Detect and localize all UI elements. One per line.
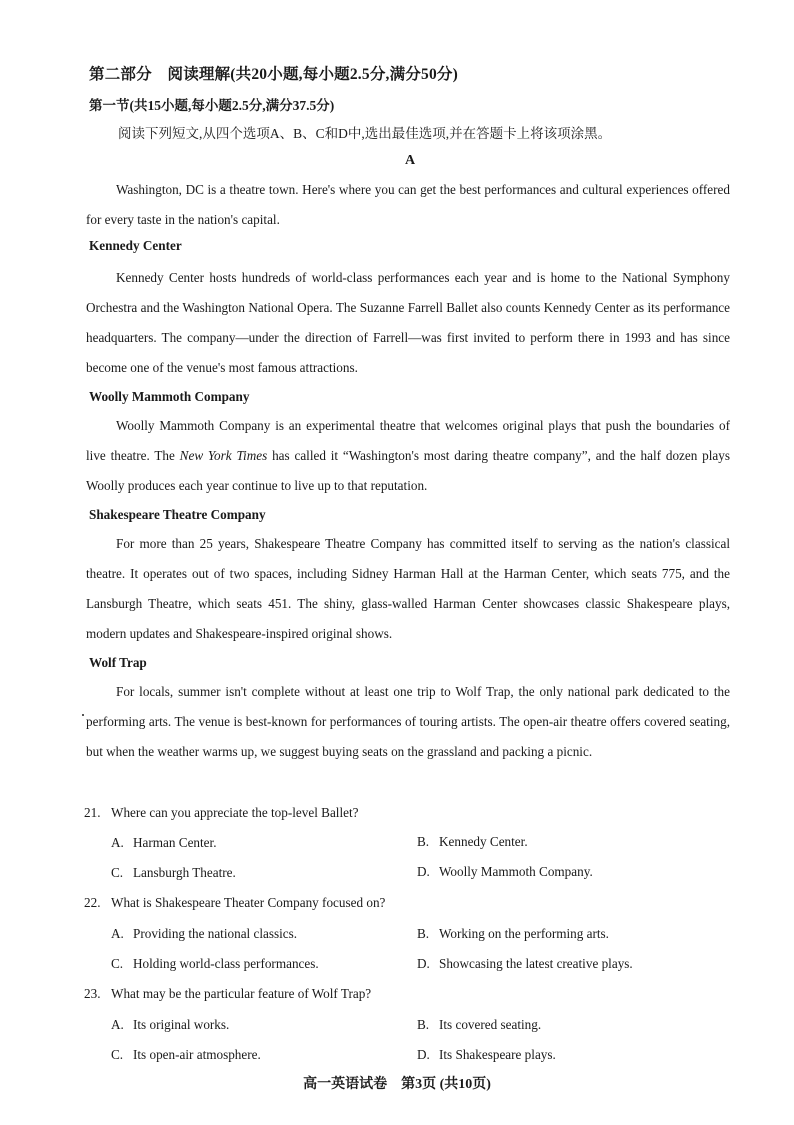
woolly-text-italic: New York Times bbox=[179, 448, 268, 463]
option-letter: D. bbox=[417, 956, 430, 971]
option-letter: C. bbox=[111, 956, 124, 971]
option-23-c[interactable] bbox=[111, 1047, 261, 1063]
option-text: Working on the performing arts. bbox=[439, 926, 609, 941]
option-23-d[interactable] bbox=[417, 1047, 556, 1063]
woolly-text-before: Woolly Mammoth Company is an experimental theatre that welcomes original plays that push the boundaries of live theatre. The bbox=[86, 418, 730, 463]
section-text-woolly bbox=[86, 411, 730, 501]
option-letter: A. bbox=[111, 835, 124, 850]
option-text: Kennedy Center. bbox=[439, 834, 528, 849]
option-23-a[interactable] bbox=[111, 1017, 229, 1033]
option-text: Woolly Mammoth Company. bbox=[439, 864, 593, 879]
question-23 bbox=[84, 986, 371, 1002]
option-text: Its open-air atmosphere. bbox=[133, 1047, 261, 1062]
instructions: 阅读下列短文,从四个选项A、B、C和D中,选出最佳选项,并在答题卡上将该项涂黑。 bbox=[118, 126, 612, 141]
section-text-shakespeare: For more than 25 years, Shakespeare Theatre Company has committed itself to serving as the nation's classical theatre. It operates out of two spaces, including Sidney Harman Hall at the Harman Center, which seats 775, and the Lansburgh Theatre, which seats 451. The shiny, glass-walled Harman Center showcases classic Shakespeare plays, modern updates and Shakespeare-inspired original shows. bbox=[86, 536, 730, 641]
option-letter: A. bbox=[111, 926, 124, 941]
question-number: 21. bbox=[84, 805, 101, 820]
option-text: Its Shakespeare plays. bbox=[439, 1047, 556, 1062]
option-22-a[interactable] bbox=[111, 926, 297, 942]
passage-intro: Washington, DC is a theatre town. Here's where you can get the best performances and cultural experiences offered for every taste in the nation's capital. bbox=[86, 182, 730, 227]
page-footer: 高一英语试卷 第3页 (共10页) bbox=[303, 1077, 491, 1092]
section-heading-wolftrap: Wolf Trap bbox=[89, 655, 147, 670]
woolly-text-after: has called it “Washington's most daring theatre company”, and the half dozen plays Woolly produces each year continue to live up to that reputation. bbox=[86, 448, 730, 493]
section-text-kennedy: Kennedy Center hosts hundreds of world-class performances each year and is home to the National Symphony Orchestra and the Washington National Opera. The Suzanne Farrell Ballet also counts Kennedy Center as its performance headquarters. The company—under the direction of Farrell—was first invited to perform there in 1993 and has since become one of the venue's most famous attractions. bbox=[86, 270, 730, 375]
option-22-c[interactable] bbox=[111, 956, 319, 972]
section-title: 第二部分 阅读理解(共20小题,每小题2.5分,满分50分) bbox=[89, 66, 458, 83]
option-21-a[interactable] bbox=[111, 835, 217, 851]
option-text: Its original works. bbox=[133, 1017, 230, 1032]
question-text: Where can you appreciate the top-level Ballet? bbox=[111, 805, 359, 820]
section-heading-shakespeare: Shakespeare Theatre Company bbox=[89, 507, 266, 522]
option-letter: D. bbox=[417, 1047, 430, 1062]
option-text: Its covered seating. bbox=[439, 1017, 542, 1032]
option-letter: C. bbox=[111, 1047, 124, 1062]
option-text: Lansburgh Theatre. bbox=[133, 865, 236, 880]
question-text: What may be the particular feature of Wolf Trap? bbox=[111, 986, 372, 1001]
question-22 bbox=[84, 895, 385, 911]
subsection-title: 第一节(共15小题,每小题2.5分,满分37.5分) bbox=[89, 98, 335, 113]
question-number: 22. bbox=[84, 895, 101, 910]
option-letter: A. bbox=[111, 1017, 124, 1032]
section-heading-woolly: Woolly Mammoth Company bbox=[89, 389, 250, 404]
option-text: Harman Center. bbox=[133, 835, 217, 850]
option-letter: C. bbox=[111, 865, 124, 880]
section-text-wolftrap: For locals, summer isn't complete without at least one trip to Wolf Trap, the only national park dedicated to the performing arts. The venue is best-known for performances of touring artists. The open-air theatre offers covered seating, but when the weather warms up, we suggest buying seats on the grassland and packing a picnic. bbox=[86, 684, 730, 759]
scan-speck bbox=[82, 714, 84, 716]
option-23-b[interactable] bbox=[417, 1017, 541, 1033]
option-21-c[interactable] bbox=[111, 865, 236, 881]
option-21-d[interactable] bbox=[417, 864, 593, 880]
question-text: What is Shakespeare Theater Company focused on? bbox=[111, 895, 386, 910]
option-letter: B. bbox=[417, 926, 430, 941]
option-letter: B. bbox=[417, 834, 430, 849]
option-text: Showcasing the latest creative plays. bbox=[439, 956, 633, 971]
passage-label: A bbox=[405, 153, 416, 168]
section-heading-kennedy: Kennedy Center bbox=[89, 238, 182, 253]
option-letter: D. bbox=[417, 864, 430, 879]
option-22-d[interactable] bbox=[417, 956, 633, 972]
option-text: Providing the national classics. bbox=[133, 926, 298, 941]
option-text: Holding world-class performances. bbox=[133, 956, 319, 971]
question-number: 23. bbox=[84, 986, 101, 1001]
option-21-b[interactable] bbox=[417, 834, 528, 850]
option-22-b[interactable] bbox=[417, 926, 609, 942]
question-21 bbox=[84, 805, 359, 821]
option-letter: B. bbox=[417, 1017, 430, 1032]
